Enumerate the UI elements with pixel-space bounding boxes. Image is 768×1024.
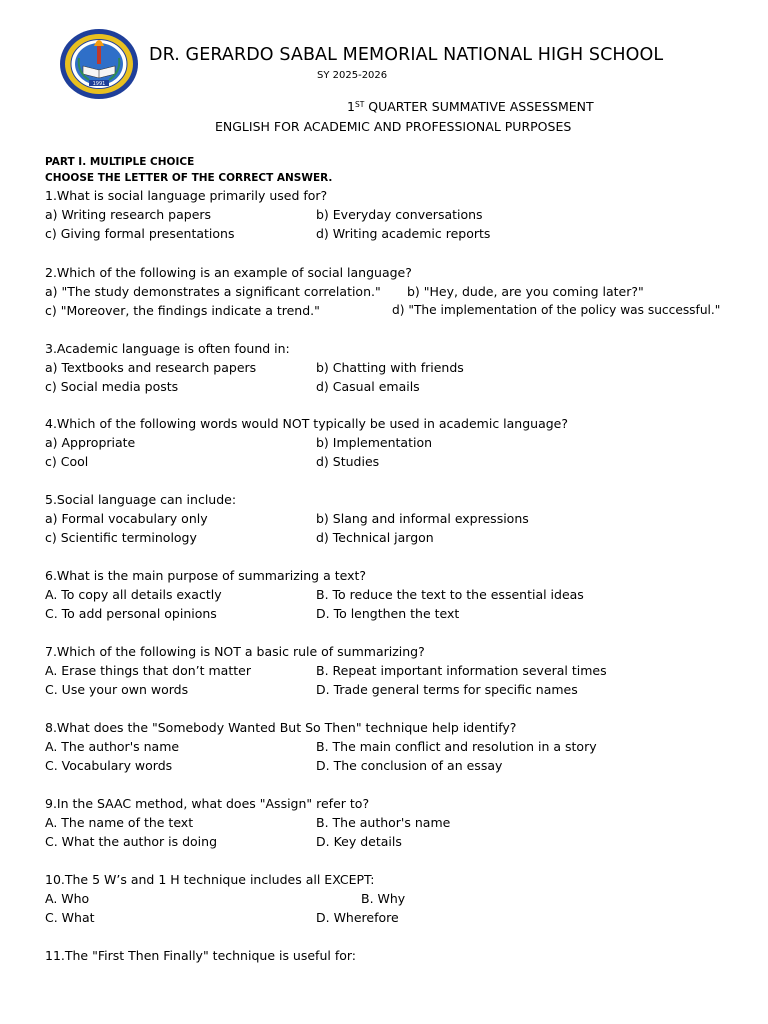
option-d: D. To lengthen the text	[316, 606, 460, 621]
option-b: B. The author's name	[316, 815, 451, 830]
option-a: a) Appropriate	[45, 435, 136, 450]
option-c: C. What	[45, 910, 95, 925]
part-instruction: CHOOSE THE LETTER OF THE CORRECT ANSWER.	[45, 172, 333, 184]
question-4	[45, 414, 745, 471]
question-text: 4.Which of the following words would NOT typically be used in academic language?	[45, 416, 569, 431]
option-a: a) Writing research papers	[45, 207, 212, 222]
option-c: c) Giving formal presentations	[45, 226, 235, 241]
option-c: C. To add personal opinions	[45, 606, 217, 621]
option-c: C. Vocabulary words	[45, 758, 173, 773]
option-c: C. Use your own words	[45, 682, 189, 697]
option-a: A. The author's name	[45, 739, 180, 754]
question-10	[45, 870, 745, 927]
question-7	[45, 642, 745, 699]
option-c: c) Social media posts	[45, 379, 179, 394]
option-c: c) Cool	[45, 454, 89, 469]
option-d: d) Technical jargon	[316, 530, 434, 545]
question-5	[45, 490, 745, 547]
option-b: b) Chatting with friends	[316, 360, 464, 375]
option-a: A. Erase things that don’t matter	[45, 663, 251, 678]
school-name: DR. GERARDO SABAL MEMORIAL NATIONAL HIGH SCHOOL	[149, 45, 664, 65]
question-text: 9.In the SAAC method, what does "Assign" refer to?	[45, 796, 370, 811]
question-8	[45, 718, 745, 775]
option-b: b) Everyday conversations	[316, 207, 483, 222]
assessment-title: 1ST QUARTER SUMMATIVE ASSESSMENT	[347, 99, 594, 114]
option-b: B. Why	[361, 891, 406, 906]
question-text: 1.What is social language primarily used for?	[45, 188, 328, 203]
option-d: D. Wherefore	[316, 910, 399, 925]
question-text: 10.The 5 W’s and 1 H technique includes all EXCEPT:	[45, 872, 375, 887]
question-text: 3.Academic language is often found in:	[45, 341, 290, 356]
question-2	[45, 263, 745, 320]
option-b: B. To reduce the text to the essential ideas	[316, 587, 584, 602]
option-a: a) "The study demonstrates a significant correlation."	[45, 284, 381, 299]
question-text: 11.The "First Then Finally" technique is useful for:	[45, 948, 357, 963]
option-d: d) Casual emails	[316, 379, 420, 394]
option-d: d) Studies	[316, 454, 380, 469]
option-b: b) Implementation	[316, 435, 433, 450]
school-year: SY 2025-2026	[317, 70, 388, 81]
option-d: D. Key details	[316, 834, 402, 849]
part-title: PART I. MULTIPLE CHOICE	[45, 156, 195, 168]
question-11	[45, 946, 745, 965]
option-b: b) "Hey, dude, are you coming later?"	[407, 284, 644, 299]
question-text: 5.Social language can include:	[45, 492, 237, 507]
option-b: B. Repeat important information several times	[316, 663, 607, 678]
question-6	[45, 566, 745, 623]
question-3	[45, 339, 745, 396]
option-d: D. The conclusion of an essay	[316, 758, 503, 773]
subject-title: ENGLISH FOR ACADEMIC AND PROFESSIONAL PURPOSES	[215, 119, 572, 134]
svg-text:1991: 1991	[92, 81, 106, 87]
question-1	[45, 186, 745, 243]
option-b: b) Slang and informal expressions	[316, 511, 529, 526]
option-a: A. To copy all details exactly	[45, 587, 222, 602]
question-text: 6.What is the main purpose of summarizing a text?	[45, 568, 367, 583]
question-9	[45, 794, 745, 851]
option-a: A. Who	[45, 891, 90, 906]
option-d: D. Trade general terms for specific names	[316, 682, 578, 697]
school-seal-logo	[59, 28, 139, 100]
option-c: C. What the author is doing	[45, 834, 218, 849]
option-c: c) "Moreover, the findings indicate a trend."	[45, 303, 320, 318]
question-text: 8.What does the "Somebody Wanted But So Then" technique help identify?	[45, 720, 517, 735]
option-d: d) "The implementation of the policy was successful."	[392, 303, 721, 317]
question-text: 7.Which of the following is NOT a basic rule of summarizing?	[45, 644, 425, 659]
question-text: 2.Which of the following is an example of social language?	[45, 265, 412, 280]
option-b: B. The main conflict and resolution in a story	[316, 739, 597, 754]
option-c: c) Scientific terminology	[45, 530, 197, 545]
option-a: a) Textbooks and research papers	[45, 360, 257, 375]
option-d: d) Writing academic reports	[316, 226, 491, 241]
option-a: a) Formal vocabulary only	[45, 511, 208, 526]
option-a: A. The name of the text	[45, 815, 194, 830]
